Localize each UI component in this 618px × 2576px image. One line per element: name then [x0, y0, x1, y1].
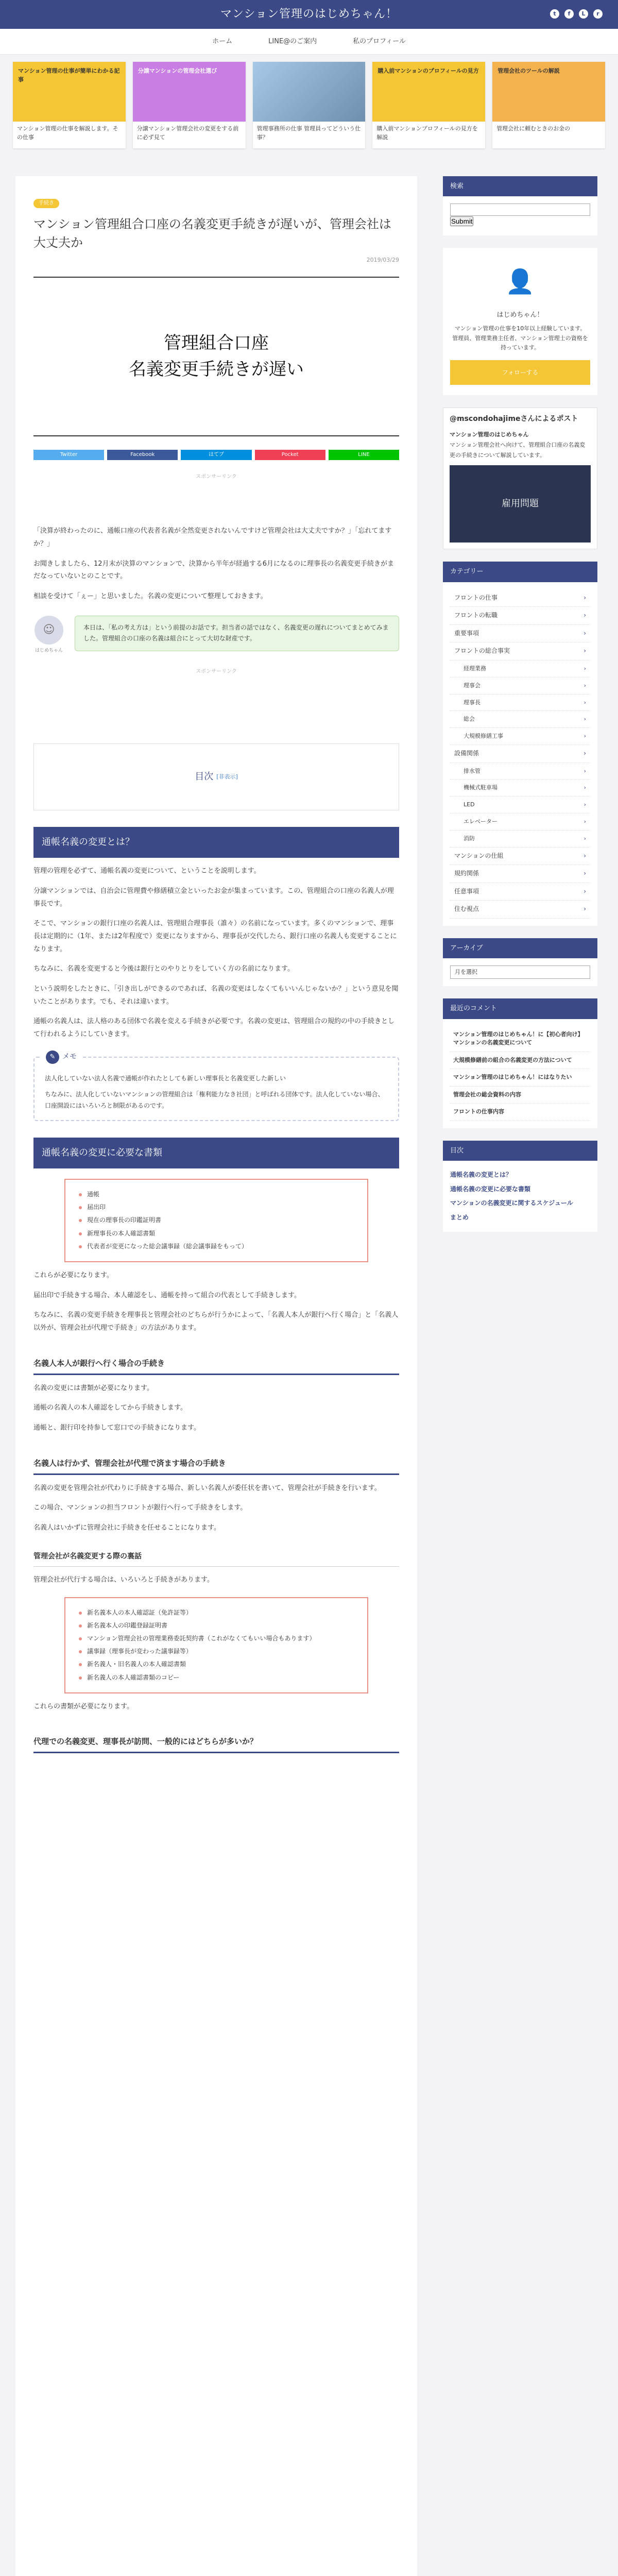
- site-header: [0, 0, 618, 29]
- recent-comment[interactable]: フロントの仕事内容: [450, 1104, 590, 1121]
- share-hatena-button[interactable]: はてブ: [181, 450, 251, 460]
- chevron-right-icon: ›: [583, 612, 586, 619]
- paragraph: 届出印で手続きする場合、本人確認をし、通帳を持って組合の代表として手続きします。: [33, 1291, 301, 1299]
- memo-heading: ✎ メモ: [42, 1050, 81, 1064]
- chevron-right-icon: ›: [583, 699, 586, 706]
- share-twitter-button[interactable]: Twitter: [33, 450, 104, 460]
- paragraph: そこで、マンションの銀行口座の名義人は、管理組合理事長（誰々）の名前になっています。多くのマンションで、理事長は定期的に（1年、または2年程度で）変更になりますから、理事長が交代したら、銀行口座の名義人も変更することになります。: [33, 920, 397, 953]
- featured-card[interactable]: [372, 62, 485, 148]
- category-item[interactable]: 消防 ›: [450, 831, 590, 848]
- table-of-contents: 目次 [非表示]: [33, 743, 399, 810]
- category-item[interactable]: フロントの仕事 ›: [450, 589, 590, 607]
- list-item: 新名義本人の印鑑登録証明書: [79, 1619, 354, 1632]
- search-submit-button[interactable]: Submit: [451, 217, 473, 226]
- section-heading: 通帳名義の変更とは？: [33, 827, 399, 858]
- share-facebook-button[interactable]: Facebook: [107, 450, 178, 460]
- tw-image[interactable]: 雇用問題: [450, 465, 591, 543]
- widget-title: 検索: [443, 176, 597, 196]
- list-item: 新理事長の本人確認書類: [79, 1227, 354, 1240]
- paragraph: 名義の変更を管理会社が代わりに手続きする場合、新しい名義人が委任状を書いて、管理会社が手続きを行います。: [33, 1484, 381, 1492]
- chevron-right-icon: ›: [583, 716, 586, 723]
- recent-comment[interactable]: 管理会社の総会資料の内容: [450, 1087, 590, 1104]
- featured-carousel: [0, 55, 618, 156]
- profile-avatar: 👤: [505, 267, 535, 295]
- chevron-right-icon: ›: [583, 801, 586, 808]
- featured-card[interactable]: [492, 62, 605, 148]
- list-item: 代表者が変更になった総会議事録（総会議事録をもって）: [79, 1240, 354, 1253]
- chevron-right-icon: ›: [583, 887, 586, 895]
- memo-box: [33, 1053, 399, 1121]
- paragraph: 通帳と、銀行印を持参して窓口での手続きになります。: [33, 1424, 200, 1432]
- toc-item[interactable]: まとめ: [450, 1213, 469, 1221]
- speaker: ☺ はじめちゃん: [33, 616, 64, 655]
- chevron-right-icon: ›: [583, 852, 586, 859]
- category-item[interactable]: 経理業務 ›: [450, 660, 590, 677]
- featured-card[interactable]: [13, 62, 126, 148]
- list-item: 議事録（理事長が変わった議事録等）: [79, 1645, 354, 1658]
- twitter-icon[interactable]: t: [550, 9, 559, 19]
- toc-widget: [443, 1141, 597, 1232]
- chevron-right-icon: ›: [583, 870, 586, 877]
- post-date: 2019/03/29: [366, 257, 399, 264]
- speech-balloon: [33, 616, 399, 655]
- subsection-heading: 名義人は行かず、管理会社が代理で済ます場合の手続き: [33, 1453, 399, 1475]
- paragraph: 通帳の名義人は、法人格のある団体で名義を変える手続きが必要です。名義の変更は、管理組合の規約の中の手続きとして行われるようにしていきます。: [33, 1018, 394, 1039]
- balloon-text: 本日は、「私の考え方は」という前提のお話です。担当者の話ではなく、名義変更の遅れについてまとめてみました。管理組合の口座の名義は組合にとって大切な財産です。: [75, 616, 399, 651]
- avatar: ☺: [35, 616, 63, 645]
- share-buttons: [33, 450, 399, 460]
- category-item[interactable]: 規約関係 ›: [450, 865, 590, 883]
- paragraph: 名義の変更には書類が必要になります。: [33, 1384, 153, 1392]
- paragraph: 名義人はいかずに管理会社に手続きを任せることになります。: [33, 1524, 220, 1532]
- featured-card[interactable]: [253, 62, 366, 148]
- paragraph: これらが必要になります。: [33, 1271, 113, 1279]
- archive-widget: [443, 938, 597, 986]
- category-item[interactable]: 総会 ›: [450, 711, 590, 728]
- nav-item-home[interactable]: ホーム: [212, 37, 233, 45]
- paragraph: これらの書類が必要になります。: [33, 1702, 133, 1710]
- chevron-right-icon: ›: [583, 784, 586, 791]
- section-heading: 通帳名義の変更に必要な書類: [33, 1138, 399, 1168]
- ad-slot: [33, 482, 399, 518]
- toc-item[interactable]: マンションの名義変更に関するスケジュール: [450, 1199, 573, 1207]
- featured-card[interactable]: [133, 62, 246, 148]
- facebook-icon[interactable]: f: [564, 9, 574, 19]
- paragraph: ちなみに、名義を変更すると今後は銀行とのやりとりをしていく方の名前になります。: [33, 965, 294, 973]
- list-item: 新名義人・旧名義人の本人確認書類: [79, 1658, 354, 1671]
- memo-text: ちなみに、法人化していないマンションの管理組合は「権利能力なき社団」と呼ばれる団体です。法人化していない場合、口座開設にはいろいろと制限があるのです。: [45, 1091, 384, 1109]
- category-item[interactable]: 住む視点 ›: [450, 901, 590, 919]
- category-item[interactable]: フロントの転職 ›: [450, 607, 590, 625]
- ad-label: スポンサーリンク: [196, 474, 237, 480]
- recent-comment[interactable]: マンション管理のはじめちゃん！にはなりたい: [450, 1069, 590, 1087]
- ad-label: スポンサーリンク: [196, 668, 237, 674]
- recent-comments-widget: [443, 998, 597, 1128]
- search-widget: [443, 176, 597, 235]
- header-social-icons: [550, 9, 603, 19]
- paragraph: 「決算が終わったのに、通帳口座の代表者名義が全然変更されないんですけど管理会社は大丈夫ですか？」「忘れてますか？」: [33, 527, 392, 548]
- category-item[interactable]: 大規模修繕工事 ›: [450, 728, 590, 745]
- chevron-right-icon: ›: [583, 647, 586, 655]
- tw-text: マンション管理会社へ向けて、管理組合口座の名義変更の手続きについて解説しています。: [450, 441, 586, 459]
- paragraph: 管理会社が代行する場合は、いろいろと手続きがあります。: [33, 1575, 214, 1584]
- global-nav: [0, 29, 618, 55]
- toc-item[interactable]: 通帳名義の変更とは？: [450, 1171, 512, 1178]
- twitter-embed: [443, 408, 597, 549]
- tw-heading[interactable]: @mscondohajimeさんによるポスト: [450, 415, 578, 423]
- featured-thumb: 分譲マンションの管理会社選び: [133, 62, 246, 122]
- profile-text: マンション管理の仕事を10年以上経験しています。: [454, 325, 586, 332]
- pencil-icon: ✎: [46, 1050, 59, 1064]
- line-icon[interactable]: L: [579, 9, 588, 19]
- recent-comment[interactable]: 大規模修繕前の組合の名義変更の方法について: [450, 1052, 590, 1070]
- widget-title: アーカイブ: [443, 938, 597, 958]
- chevron-right-icon: ›: [583, 905, 586, 913]
- featured-caption: 管理事務所の仕事 管理員ってどういう仕事？: [256, 125, 361, 141]
- category-item[interactable]: 設備関係 ›: [450, 745, 590, 763]
- list-item: 新名義人の本人確認書類のコピー: [79, 1671, 354, 1684]
- profile-text: 管理員、管理業務主任者、マンション管理士の資格を持っています。: [452, 334, 588, 351]
- chevron-right-icon: ›: [583, 665, 586, 672]
- list-item: 届出印: [79, 1201, 354, 1214]
- category-item[interactable]: 任意事項 ›: [450, 883, 590, 901]
- paragraph: 管理の管理を必ずて、通帳名義の変更について、ということを説明します。: [33, 867, 261, 875]
- subsection-heading: 代理での名義変更、理事長が訪問、一般的にはどちらが多いか？: [33, 1732, 399, 1753]
- chevron-right-icon: ›: [583, 835, 586, 842]
- category-tag[interactable]: 手続き: [33, 199, 59, 208]
- profile-name: はじめちゃん！: [496, 311, 544, 319]
- tw-account-name[interactable]: マンション管理のはじめちゃん: [450, 431, 529, 438]
- category-item[interactable]: 排水管 ›: [450, 763, 590, 780]
- category-item[interactable]: 機械式駐車場 ›: [450, 779, 590, 796]
- category-widget: [443, 562, 597, 926]
- paragraph: お聞きしましたら、12月末が決算のマンションで、決算から半年が経過する6月になるのに理事長の名義変更手続きがまだなっていないとのことです。: [33, 560, 394, 581]
- toc-toggle[interactable]: [非表示]: [216, 773, 238, 780]
- featured-caption: 分譲マンション管理会社の変更をする前に必ず見て: [136, 125, 239, 141]
- featured-caption: マンション管理の仕事を解説します。その仕事: [17, 125, 118, 141]
- featured-caption: 管理会社に頼むときのお金の: [496, 125, 571, 132]
- chevron-right-icon: ›: [583, 629, 586, 637]
- paragraph: 通帳の名義人の本人確認をしてから手続きします。: [33, 1404, 187, 1412]
- ad-slot: [33, 676, 399, 733]
- category-item[interactable]: 重要事項 ›: [450, 625, 590, 643]
- required-docs-list: [64, 1179, 368, 1262]
- paragraph: 分譲マンションでは、自治会に管理費や修繕積立金といったお金が集まっています。この、管理組合の口座の名義人が理事長です。: [33, 887, 394, 908]
- chevron-right-icon: ›: [583, 682, 586, 689]
- category-item[interactable]: 理事会 ›: [450, 677, 590, 694]
- follow-button[interactable]: フォローする: [450, 360, 590, 385]
- chevron-right-icon: ›: [583, 818, 586, 825]
- featured-thumb: 管理会社のツールの解説: [492, 62, 605, 122]
- required-docs-list-2: [64, 1597, 368, 1693]
- widget-title: カテゴリー: [443, 562, 597, 582]
- nav-item-profile[interactable]: 私のプロフィール: [353, 37, 406, 45]
- post-title: マンション管理組合口座の名義変更手続きが遅いが、管理会社は大丈夫か: [33, 217, 391, 250]
- chevron-right-icon: ›: [583, 594, 586, 601]
- eyecatch-image: 管理組合口座 名義変更手続きが遅い: [33, 277, 399, 436]
- paragraph: ちなみに、名義の変更手続きを理事長と管理会社のどちらが行うかによって、「名義人本人が銀行へ行く場合」と「名義人以外が、管理会社が代理で手続き」の方法があります。: [33, 1311, 399, 1332]
- rss-icon[interactable]: r: [593, 9, 603, 19]
- list-item: マンション管理会社の管理業務委託契約書（これがなくてもいい場合もあります）: [79, 1632, 354, 1645]
- category-list: [443, 582, 597, 926]
- featured-caption: 購入前マンションプロフィールの見方を解説: [376, 125, 478, 141]
- minor-heading: 管理会社が名義変更する際の裏話: [33, 1550, 399, 1567]
- share-line-button[interactable]: LINE: [329, 450, 399, 460]
- list-item: 通帳: [79, 1188, 354, 1201]
- search-input[interactable]: [450, 204, 590, 216]
- featured-thumb: 購入前マンションのプロフィールの見方: [372, 62, 485, 122]
- chevron-right-icon: ›: [583, 733, 586, 740]
- list-item: 現在の理事長の印鑑証明書: [79, 1214, 354, 1227]
- paragraph: 相談を受けて「ぇー」と思いました。名義の変更について整理しておきます。: [33, 592, 267, 600]
- category-item[interactable]: 理事長 ›: [450, 694, 590, 711]
- category-item[interactable]: フロントの総合事実 ›: [450, 642, 590, 660]
- subsection-heading: 名義人本人が銀行へ行く場合の手続き: [33, 1353, 399, 1375]
- chevron-right-icon: ›: [583, 750, 586, 757]
- sidebar: [443, 176, 597, 2576]
- toc-item[interactable]: 通帳名義の変更に必要な書類: [450, 1185, 531, 1193]
- memo-text: 法人化していない法人名義で通帳が作れたとしても新しい理事長と名義変更した新しい: [45, 1074, 286, 1082]
- featured-thumb: マンション管理の仕事が簡単にわかる記事: [13, 62, 126, 122]
- site-title[interactable]: マンション管理のはじめちゃん！: [220, 8, 398, 21]
- nav-item-line[interactable]: LINE@のご案内: [268, 37, 317, 45]
- category-item[interactable]: エレベーター ›: [450, 814, 590, 831]
- category-item[interactable]: マンションの仕組 ›: [450, 848, 590, 866]
- recent-comment[interactable]: マンション管理のはじめちゃん！に【初心者向け】マンションの名義変更について: [450, 1026, 590, 1052]
- widget-title: 最近のコメント: [443, 998, 597, 1019]
- category-item[interactable]: LED ›: [450, 796, 590, 814]
- paragraph: この場合、マンションの担当フロントが銀行へ行って手続きをします。: [33, 1504, 247, 1512]
- featured-thumb: [253, 62, 366, 122]
- paragraph: という説明をしたときに、「引き出しができるのであれば、名義の変更はしなくてもいいんじゃないか？」という意見を聞いたことがあります。でも、それは違います。: [33, 985, 399, 1006]
- widget-title: 目次: [443, 1141, 597, 1161]
- profile-widget: [443, 248, 597, 396]
- archive-select[interactable]: 月を選択: [450, 965, 590, 979]
- list-item: 新名義本人の本人確認証（免許証等）: [79, 1606, 354, 1619]
- chevron-right-icon: ›: [583, 767, 586, 774]
- article-main: [15, 176, 417, 2576]
- share-pocket-button[interactable]: Pocket: [255, 450, 325, 460]
